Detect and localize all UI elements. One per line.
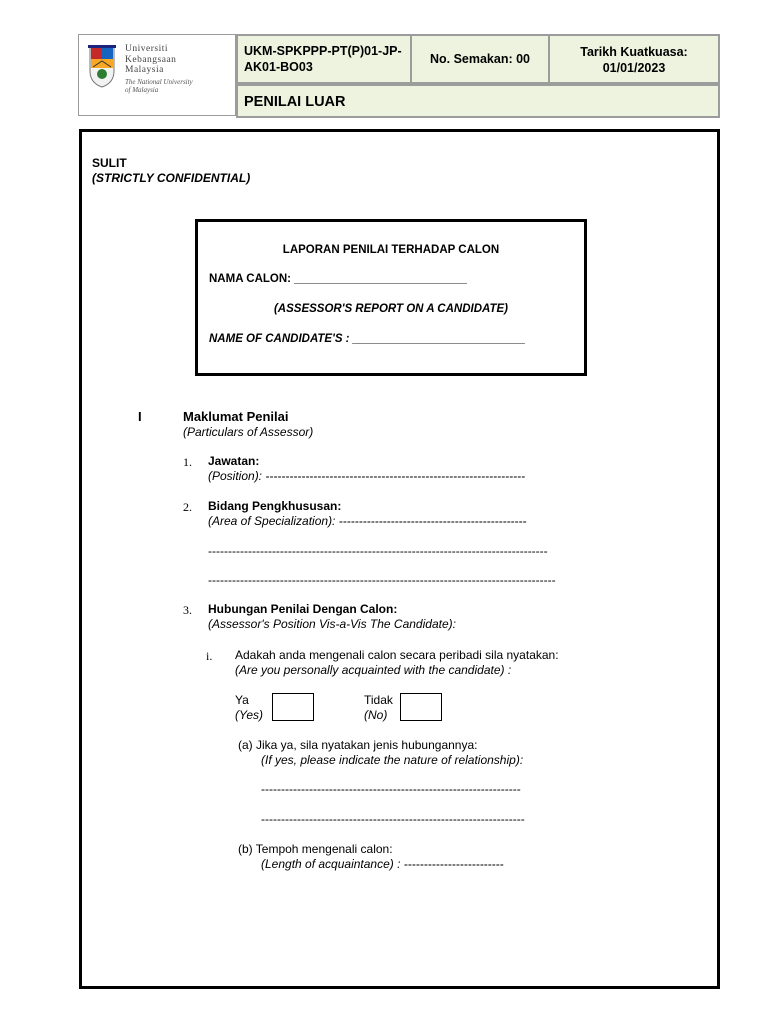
position-field[interactable]: (Position): ----------------------------------------------------------------- <box>208 469 526 483</box>
relationship-label: Hubungan Penilai Dengan Calon: <box>208 602 398 616</box>
university-logo <box>78 34 236 116</box>
candidate-name-field[interactable]: NAMA CALON: ___________________________ <box>209 273 467 285</box>
acquainted-question: Adakah anda mengenali calon secara peribadi sila nyatakan: <box>235 648 559 662</box>
question-number: 1. <box>183 455 192 469</box>
university-name-line: Kebangsaan <box>125 54 177 65</box>
document-header <box>78 34 720 118</box>
crest-icon <box>88 43 116 89</box>
university-name <box>125 44 176 76</box>
effective-date-cell <box>548 34 720 84</box>
yes-checkbox[interactable] <box>272 693 314 721</box>
relationship-nature-line[interactable]: ----------------------------------------------------------------- <box>261 782 521 796</box>
classification-label-en: (STRICTLY CONFIDENTIAL) <box>92 171 251 185</box>
report-title: LAPORAN PENILAI TERHADAP CALON <box>282 244 500 256</box>
tagline-line: The National University <box>125 78 193 86</box>
university-name-line: Malaysia <box>125 65 164 75</box>
section-title: Maklumat Penilai <box>183 409 289 424</box>
effective-date: 01/01/2023 <box>602 61 666 75</box>
report-title-en: (ASSESSOR'S REPORT ON A CANDIDATE) <box>273 303 509 315</box>
section-subtitle: (Particulars of Assessor) <box>183 425 314 439</box>
specialization-line[interactable]: --------------------------------------------------------------------------------------- <box>208 573 556 587</box>
relationship-sublabel: (Assessor's Position Vis-a-Vis The Candidate): <box>208 617 456 631</box>
revision-number <box>410 34 550 84</box>
document-code-line: UKM-SPKPPP-PT(P)01-JP- <box>244 44 402 58</box>
relationship-nature-question: (a) Jika ya, sila nyatakan jenis hubungannya: <box>238 738 478 752</box>
candidate-name-field-en[interactable]: NAME OF CANDIDATE'S : ___________________________ <box>209 333 526 345</box>
revision-text: No. Semakan: 00 <box>429 52 531 66</box>
no-label: Tidak <box>364 693 393 707</box>
specialization-line[interactable]: ------------------------------------------------------------------------------------- <box>208 544 548 558</box>
position-label: Jawatan: <box>208 454 260 468</box>
report-title-box <box>195 219 587 376</box>
document-code-line: AK01-BO03 <box>244 60 313 74</box>
subquestion-number: i. <box>206 649 213 663</box>
university-tagline <box>125 79 193 94</box>
specialization-label: Bidang Pengkhususan: <box>208 499 342 513</box>
document-code <box>236 34 412 84</box>
specialization-field[interactable]: (Area of Specialization): ----------------------------------------------- <box>208 514 527 528</box>
relationship-nature-line[interactable]: ------------------------------------------------------------------ <box>261 812 525 826</box>
acquainted-question-en: (Are you personally acquainted with the candidate) : <box>235 663 512 677</box>
yes-label: Ya <box>235 693 249 707</box>
classification-label: SULIT <box>92 156 127 170</box>
acquaintance-length-question: (b) Tempoh mengenali calon: <box>238 842 393 856</box>
acquaintance-length-field[interactable]: (Length of acquaintance) : ------------------------- <box>261 857 504 871</box>
university-name-line: Universiti <box>125 44 168 54</box>
question-number: 2. <box>183 500 192 514</box>
section-numeral: I <box>138 409 142 424</box>
relationship-nature-question-en: (If yes, please indicate the nature of relationship): <box>261 753 524 767</box>
form-title-text: PENILAI LUAR <box>244 94 346 110</box>
no-label-en: (No) <box>364 708 388 722</box>
tagline-line: of Malaysia <box>125 85 159 94</box>
form-frame <box>79 129 720 989</box>
yes-label-en: (Yes) <box>235 708 264 722</box>
form-title <box>236 84 720 118</box>
no-checkbox[interactable] <box>400 693 442 721</box>
question-number: 3. <box>183 603 192 617</box>
effective-date-label: Tarikh Kuatkuasa: <box>580 45 688 59</box>
